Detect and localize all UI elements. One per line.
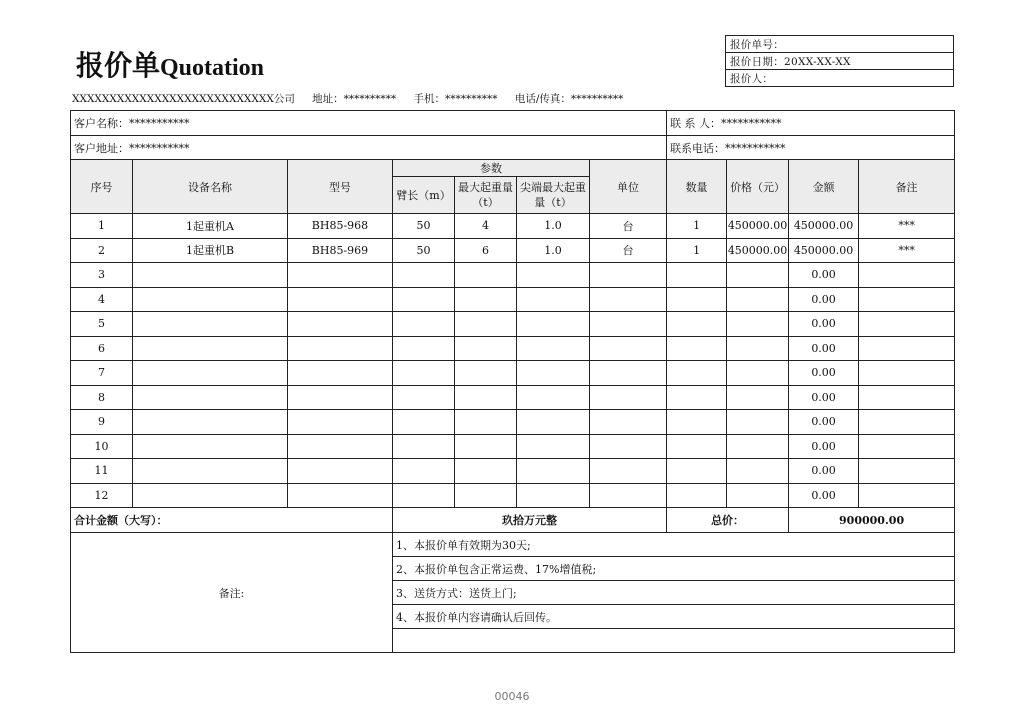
cell-qty bbox=[667, 263, 727, 288]
note-item: 2、本报价单包含正常运费、17%增值税; bbox=[393, 557, 955, 581]
cell-tip-load bbox=[517, 434, 590, 459]
table-row bbox=[71, 459, 955, 484]
cell-arm bbox=[393, 361, 455, 386]
quote-date bbox=[726, 53, 954, 70]
cell-arm bbox=[393, 483, 455, 508]
cell-max-load bbox=[455, 361, 517, 386]
cell-seq: 8 bbox=[71, 385, 133, 410]
cell-unit bbox=[590, 434, 667, 459]
header-arm-length: 臂长（m） bbox=[393, 177, 455, 214]
cell-unit bbox=[590, 385, 667, 410]
cell-qty: 1 bbox=[667, 214, 727, 239]
cell-name bbox=[133, 361, 288, 386]
cell-tip-load bbox=[517, 385, 590, 410]
cell-model: BH85-968 bbox=[288, 214, 393, 239]
cell-remark bbox=[859, 459, 955, 484]
cell-name bbox=[133, 483, 288, 508]
cell-max-load bbox=[455, 336, 517, 361]
cell-arm bbox=[393, 385, 455, 410]
cell-remark bbox=[859, 312, 955, 337]
cell-max-load: 4 bbox=[455, 214, 517, 239]
cell-price bbox=[727, 483, 789, 508]
total-upper-value: 玖拾万元整 bbox=[393, 508, 667, 533]
cell-name bbox=[133, 459, 288, 484]
cell-arm bbox=[393, 312, 455, 337]
cell-seq: 2 bbox=[71, 238, 133, 263]
cell-tip-load bbox=[517, 361, 590, 386]
header-model: 型号 bbox=[288, 160, 393, 214]
cell-max-load bbox=[455, 287, 517, 312]
cell-name bbox=[133, 434, 288, 459]
cell-price bbox=[727, 361, 789, 386]
cell-amount: 0.00 bbox=[789, 336, 859, 361]
customer-contact-phone: 联系电话：*********** bbox=[667, 136, 955, 160]
cell-arm: 50 bbox=[393, 214, 455, 239]
cell-tip-load bbox=[517, 459, 590, 484]
table-row bbox=[71, 434, 955, 459]
header-price: 价格（元） bbox=[727, 160, 789, 214]
cell-tip-load bbox=[517, 483, 590, 508]
cell-seq: 6 bbox=[71, 336, 133, 361]
quote-meta-box bbox=[725, 35, 954, 87]
cell-amount: 450000.00 bbox=[789, 238, 859, 263]
cell-model bbox=[288, 483, 393, 508]
cell-name: 1起重机A bbox=[133, 214, 288, 239]
cell-qty: 1 bbox=[667, 238, 727, 263]
cell-tip-load bbox=[517, 336, 590, 361]
total-upper-label: 合计金额（大写）： bbox=[71, 508, 393, 533]
cell-unit bbox=[590, 287, 667, 312]
cell-seq: 7 bbox=[71, 361, 133, 386]
table-row bbox=[71, 287, 955, 312]
cell-qty bbox=[667, 410, 727, 435]
total-price-value: 900000.00 bbox=[789, 508, 955, 533]
cell-arm bbox=[393, 287, 455, 312]
cell-unit bbox=[590, 410, 667, 435]
cell-max-load bbox=[455, 312, 517, 337]
cell-remark bbox=[859, 287, 955, 312]
cell-qty bbox=[667, 287, 727, 312]
cell-price bbox=[727, 336, 789, 361]
cell-amount: 0.00 bbox=[789, 361, 859, 386]
cell-name: 1起重机B bbox=[133, 238, 288, 263]
quote-date-label: 报价日期： bbox=[730, 55, 784, 68]
cell-seq: 5 bbox=[71, 312, 133, 337]
total-price-label: 总价： bbox=[667, 508, 789, 533]
cell-price: 450000.00 bbox=[727, 214, 789, 239]
title-chinese: 报价单 bbox=[76, 49, 161, 82]
cell-model bbox=[288, 410, 393, 435]
cell-model bbox=[288, 263, 393, 288]
table-row bbox=[71, 385, 955, 410]
company-address: 地址：********** bbox=[312, 93, 397, 105]
cell-unit bbox=[590, 459, 667, 484]
cell-tip-load bbox=[517, 287, 590, 312]
company-phone: 电话/传真：********** bbox=[514, 93, 624, 105]
cell-price: 450000.00 bbox=[727, 238, 789, 263]
note-item: 4、本报价单内容请确认后回传。 bbox=[393, 605, 955, 629]
cell-model bbox=[288, 385, 393, 410]
cell-model bbox=[288, 312, 393, 337]
cell-price bbox=[727, 312, 789, 337]
cell-max-load bbox=[455, 410, 517, 435]
header-seq: 序号 bbox=[71, 160, 133, 214]
customer-contact: 联 系 人：*********** bbox=[667, 111, 955, 136]
quotation-table bbox=[70, 110, 955, 653]
quote-date-value: 20XX-XX-XX bbox=[784, 55, 851, 68]
company-info-line bbox=[72, 91, 637, 106]
cell-seq: 10 bbox=[71, 434, 133, 459]
company-mobile: 手机：********** bbox=[413, 93, 498, 105]
cell-model bbox=[288, 287, 393, 312]
cell-price bbox=[727, 410, 789, 435]
cell-qty bbox=[667, 483, 727, 508]
cell-price bbox=[727, 459, 789, 484]
cell-qty bbox=[667, 434, 727, 459]
header-remark: 备注 bbox=[859, 160, 955, 214]
cell-arm bbox=[393, 336, 455, 361]
cell-unit bbox=[590, 483, 667, 508]
cell-unit bbox=[590, 361, 667, 386]
cell-seq: 1 bbox=[71, 214, 133, 239]
cell-qty bbox=[667, 312, 727, 337]
cell-name bbox=[133, 312, 288, 337]
table-row bbox=[71, 263, 955, 288]
table-row bbox=[71, 336, 955, 361]
cell-model: BH85-969 bbox=[288, 238, 393, 263]
cell-amount: 0.00 bbox=[789, 263, 859, 288]
cell-arm bbox=[393, 434, 455, 459]
note-item: 3、送货方式：送货上门; bbox=[393, 581, 955, 605]
cell-max-load bbox=[455, 483, 517, 508]
cell-unit: 台 bbox=[590, 214, 667, 239]
header-max-load: 最大起重量（t） bbox=[455, 177, 517, 214]
cell-tip-load: 1.0 bbox=[517, 238, 590, 263]
cell-remark bbox=[859, 336, 955, 361]
table-row bbox=[71, 238, 955, 263]
header-tip-load: 尖端最大起重量（t） bbox=[517, 177, 590, 214]
cell-qty bbox=[667, 361, 727, 386]
table-row bbox=[71, 361, 955, 386]
company-name: XXXXXXXXXXXXXXXXXXXXXXXXXXX公司 bbox=[72, 93, 295, 105]
cell-price bbox=[727, 434, 789, 459]
notes-label: 备注: bbox=[71, 533, 393, 653]
cell-name bbox=[133, 287, 288, 312]
cell-tip-load bbox=[517, 263, 590, 288]
cell-remark: *** bbox=[859, 214, 955, 239]
page-number: 00046 bbox=[494, 690, 530, 703]
cell-seq: 9 bbox=[71, 410, 133, 435]
cell-remark bbox=[859, 410, 955, 435]
cell-price bbox=[727, 263, 789, 288]
item-rows bbox=[71, 214, 955, 508]
cell-max-load bbox=[455, 434, 517, 459]
header-unit: 单位 bbox=[590, 160, 667, 214]
cell-remark bbox=[859, 434, 955, 459]
cell-unit: 台 bbox=[590, 238, 667, 263]
cell-seq: 3 bbox=[71, 263, 133, 288]
cell-name bbox=[133, 385, 288, 410]
table-row bbox=[71, 483, 955, 508]
cell-amount: 0.00 bbox=[789, 459, 859, 484]
title-english: Quotation bbox=[160, 55, 265, 81]
cell-max-load bbox=[455, 263, 517, 288]
table-row bbox=[71, 312, 955, 337]
cell-max-load bbox=[455, 385, 517, 410]
cell-name bbox=[133, 410, 288, 435]
cell-unit bbox=[590, 263, 667, 288]
cell-amount: 0.00 bbox=[789, 410, 859, 435]
cell-unit bbox=[590, 336, 667, 361]
header-qty: 数量 bbox=[667, 160, 727, 214]
cell-remark bbox=[859, 483, 955, 508]
cell-seq: 12 bbox=[71, 483, 133, 508]
cell-model bbox=[288, 459, 393, 484]
header-equipment-name: 设备名称 bbox=[133, 160, 288, 214]
cell-remark bbox=[859, 263, 955, 288]
note-item-empty bbox=[393, 629, 955, 653]
cell-remark bbox=[859, 361, 955, 386]
note-item: 1、本报价单有效期为30天; bbox=[393, 533, 955, 557]
customer-name: 客户名称：*********** bbox=[71, 111, 667, 136]
quote-number-label: 报价单号： bbox=[726, 36, 954, 53]
cell-amount: 0.00 bbox=[789, 287, 859, 312]
cell-unit bbox=[590, 312, 667, 337]
cell-amount: 0.00 bbox=[789, 434, 859, 459]
cell-qty bbox=[667, 459, 727, 484]
cell-name bbox=[133, 263, 288, 288]
cell-tip-load bbox=[517, 312, 590, 337]
cell-seq: 11 bbox=[71, 459, 133, 484]
quoter-label: 报价人： bbox=[726, 70, 954, 87]
header-params: 参数 bbox=[393, 160, 590, 177]
document-title bbox=[76, 44, 264, 84]
cell-price bbox=[727, 385, 789, 410]
cell-price bbox=[727, 287, 789, 312]
table-row bbox=[71, 214, 955, 239]
cell-remark: *** bbox=[859, 238, 955, 263]
header-amount: 金额 bbox=[789, 160, 859, 214]
cell-model bbox=[288, 434, 393, 459]
cell-model bbox=[288, 336, 393, 361]
cell-amount: 450000.00 bbox=[789, 214, 859, 239]
cell-seq: 4 bbox=[71, 287, 133, 312]
cell-max-load bbox=[455, 459, 517, 484]
table-row bbox=[71, 410, 955, 435]
cell-amount: 0.00 bbox=[789, 385, 859, 410]
cell-model bbox=[288, 361, 393, 386]
cell-name bbox=[133, 336, 288, 361]
cell-arm bbox=[393, 459, 455, 484]
cell-qty bbox=[667, 336, 727, 361]
cell-amount: 0.00 bbox=[789, 312, 859, 337]
cell-arm bbox=[393, 410, 455, 435]
cell-arm: 50 bbox=[393, 238, 455, 263]
cell-remark bbox=[859, 385, 955, 410]
cell-tip-load: 1.0 bbox=[517, 214, 590, 239]
cell-qty bbox=[667, 385, 727, 410]
cell-tip-load bbox=[517, 410, 590, 435]
customer-address: 客户地址：*********** bbox=[71, 136, 667, 160]
cell-max-load: 6 bbox=[455, 238, 517, 263]
cell-arm bbox=[393, 263, 455, 288]
cell-amount: 0.00 bbox=[789, 483, 859, 508]
